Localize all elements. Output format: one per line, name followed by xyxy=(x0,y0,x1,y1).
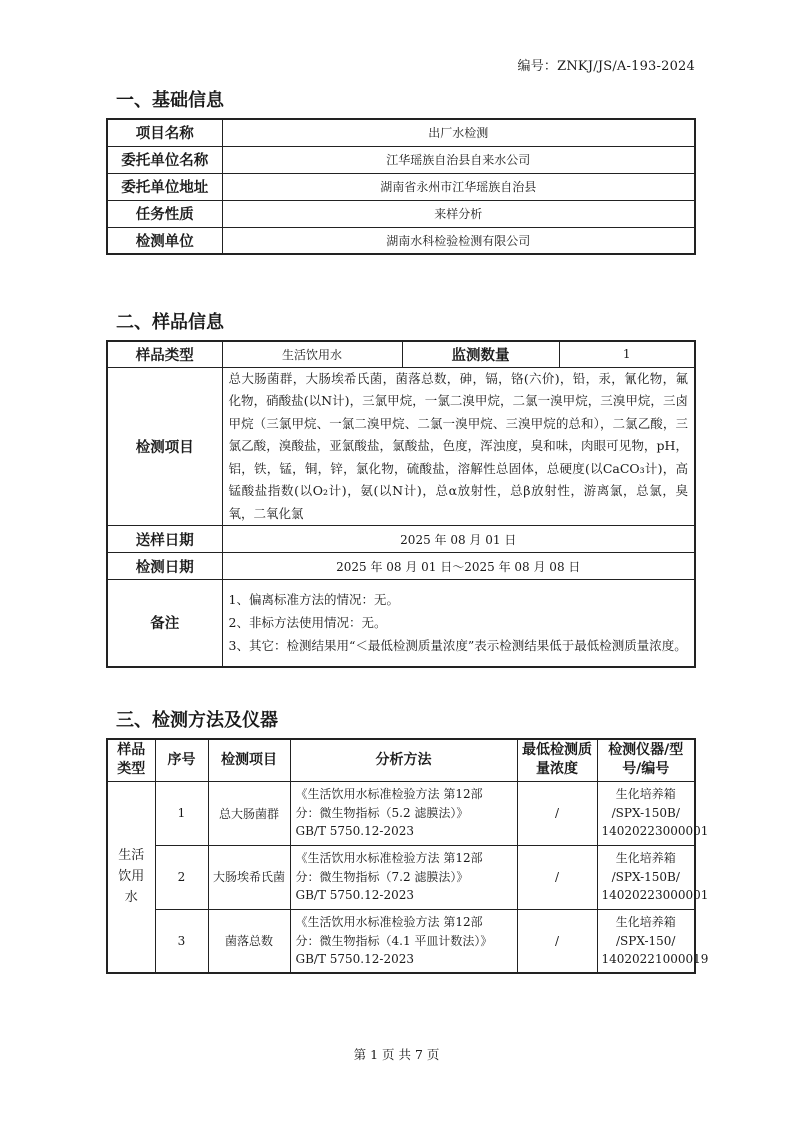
method-line: 分：微生物指标（7.2 滤膜法）》 xyxy=(295,869,469,884)
instrument-name: 生化培养箱 xyxy=(615,851,676,866)
label-client-address: 委托单位地址 xyxy=(107,173,222,200)
table-row xyxy=(107,845,695,909)
cell-min-conc: / xyxy=(517,781,597,845)
label-sample-type: 样品类型 xyxy=(107,341,222,367)
cell-method xyxy=(290,781,517,845)
value-project-name: 出厂水检测 xyxy=(222,119,695,146)
header-instrument: 检测仪器/型号/编号 xyxy=(597,739,695,781)
value-monitor-count: 1 xyxy=(559,341,695,367)
note-line-3: 3、其它：检测结果用“＜最低检测质量浓度”表示检测结果低于最低检测质量浓度。 xyxy=(228,638,687,654)
label-notes: 备注 xyxy=(107,580,222,667)
instrument-model: /SPX-150B/ xyxy=(611,869,680,884)
label-project-name: 项目名称 xyxy=(107,119,222,146)
table-row xyxy=(107,227,695,254)
cell-sample-type: 生活饮用水 xyxy=(107,781,155,973)
table-row xyxy=(107,200,695,227)
value-notes xyxy=(222,580,695,667)
basic-info-table xyxy=(106,118,696,255)
value-test-items: 总大肠菌群，大肠埃希氏菌，菌落总数，砷，镉，铬(六价)，铅，汞，氰化物，氟化物，硝酸盐(以N计)，三氯甲烷，一氯二溴甲烷，二氯一溴甲烷，三溴甲烷，三卤甲烷（三氯甲烷、一氯二溴甲烷、二氯一溴甲烷、三溴甲烷的总和），二氯乙酸，三氯乙酸，溴酸盐，亚氯酸盐，氯酸盐，色度，浑浊度，臭和味，肉眼可见物，pH，铝，铁，锰，铜，锌，氯化物，硫酸盐，溶解性总固体，总硬度(以CaCO₃计)，高锰酸盐指数(以O₂计)，氨(以N计)，总α放射性，总β放射性，游离氯，总氯，臭氧，二氧化氯 xyxy=(222,367,695,526)
method-line: GB/T 5750.12-2023 xyxy=(295,888,414,903)
value-send-date: 2025 年 08 月 01 日 xyxy=(222,526,695,553)
document-number: 编号：ZNKJ/JS/A-193-2024 xyxy=(517,59,695,74)
table-row xyxy=(107,341,695,367)
method-line: GB/T 5750.12-2023 xyxy=(295,952,414,966)
sample-info-table xyxy=(106,340,696,668)
value-task-type: 来样分析 xyxy=(222,200,695,227)
section-title-sample-info: 二、样品信息 xyxy=(116,312,224,333)
table-row xyxy=(107,173,695,200)
header-sample-type: 样品类型 xyxy=(107,739,155,781)
cell-instrument xyxy=(597,845,709,909)
methods-table xyxy=(106,738,709,974)
cell-instrument xyxy=(597,909,709,973)
cell-seq: 3 xyxy=(155,909,208,973)
cell-instrument xyxy=(597,781,709,845)
table-row xyxy=(107,580,695,667)
table-row xyxy=(107,739,695,781)
method-line: GB/T 5750.12-2023 xyxy=(295,824,414,839)
cell-method xyxy=(290,845,517,909)
cell-method xyxy=(290,909,517,973)
cell-test-item: 菌落总数 xyxy=(208,909,290,973)
cell-seq: 2 xyxy=(155,845,208,909)
label-test-date: 检测日期 xyxy=(107,553,222,580)
section-title-basic-info: 一、基础信息 xyxy=(116,90,224,111)
cell-test-item: 大肠埃希氏菌 xyxy=(208,845,290,909)
table-row xyxy=(107,781,695,845)
table-row xyxy=(107,526,695,553)
note-line-1: 1、偏离标准方法的情况：无。 xyxy=(228,592,399,608)
instrument-number: 14020223000001 xyxy=(601,824,709,839)
label-testing-unit: 检测单位 xyxy=(107,227,222,254)
method-line: 分：微生物指标（5.2 滤膜法）》 xyxy=(295,805,469,820)
instrument-number: 14020221000019 xyxy=(601,952,709,966)
label-task-type: 任务性质 xyxy=(107,200,222,227)
value-client-name: 江华瑶族自治县自来水公司 xyxy=(222,146,695,173)
table-row xyxy=(107,553,695,580)
header-method: 分析方法 xyxy=(290,739,517,781)
label-monitor-count: 监测数量 xyxy=(402,341,559,367)
cell-min-conc: / xyxy=(517,845,597,909)
value-client-address: 湖南省永州市江华瑶族自治县 xyxy=(222,173,695,200)
label-client-name: 委托单位名称 xyxy=(107,146,222,173)
label-test-items: 检测项目 xyxy=(107,367,222,526)
page-footer: 第 1 页 共 7 页 xyxy=(353,1047,440,1062)
instrument-model: /SPX-150B/ xyxy=(611,805,680,820)
instrument-name: 生化培养箱 xyxy=(615,915,676,929)
header-min-conc: 最低检测质量浓度 xyxy=(517,739,597,781)
table-row xyxy=(107,119,695,146)
header-test-item: 检测项目 xyxy=(208,739,290,781)
cell-test-item: 总大肠菌群 xyxy=(208,781,290,845)
cell-min-conc: / xyxy=(517,909,597,973)
table-row xyxy=(107,146,695,173)
value-sample-type: 生活饮用水 xyxy=(222,341,402,367)
method-line: 《生活饮用水标准检验方法 第12部 xyxy=(295,851,483,866)
header-seq: 序号 xyxy=(155,739,208,781)
cell-seq: 1 xyxy=(155,781,208,845)
value-testing-unit: 湖南水科检验检测有限公司 xyxy=(222,227,695,254)
method-line: 《生活饮用水标准检验方法 第12部 xyxy=(295,915,483,929)
method-line: 《生活饮用水标准检验方法 第12部 xyxy=(295,787,483,802)
label-send-date: 送样日期 xyxy=(107,526,222,553)
value-test-date: 2025 年 08 月 01 日～2025 年 08 月 08 日 xyxy=(222,553,695,580)
method-line: 分：微生物指标（4.1 平皿计数法）》 xyxy=(295,933,493,948)
note-line-2: 2、非标方法使用情况：无。 xyxy=(228,615,387,631)
table-row xyxy=(107,909,695,973)
instrument-name: 生化培养箱 xyxy=(615,787,676,802)
instrument-number: 14020223000001 xyxy=(601,888,709,903)
instrument-model: /SPX-150/ xyxy=(616,933,676,948)
section-title-methods: 三、检测方法及仪器 xyxy=(116,710,278,731)
table-row xyxy=(107,367,695,526)
